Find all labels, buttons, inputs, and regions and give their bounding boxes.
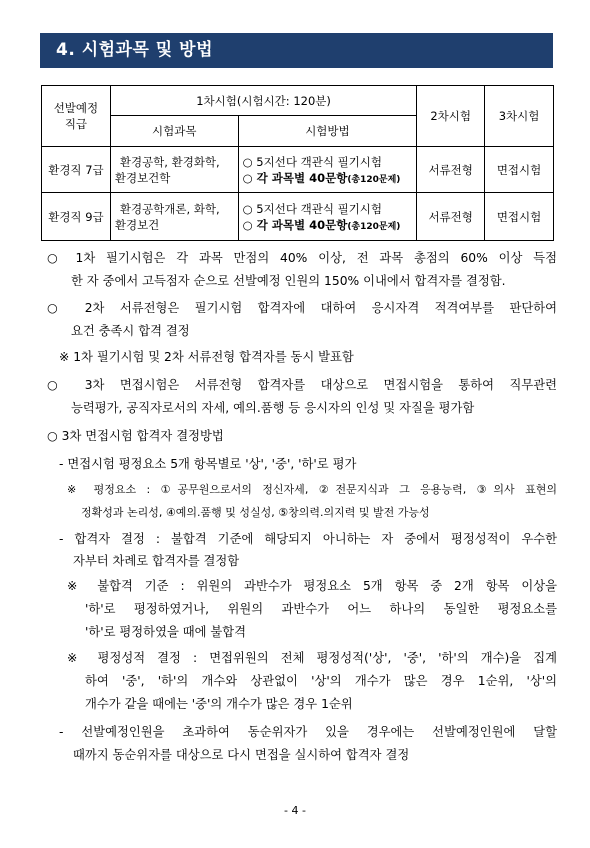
grade-cell: 환경직 9급	[42, 193, 111, 241]
table-row	[42, 193, 554, 241]
dash-line: 자부터 차례로 합격자를 결정함	[73, 554, 240, 568]
table-row	[42, 147, 554, 193]
table-header-row	[42, 86, 554, 116]
subjects-line: 환경보건학	[114, 170, 171, 185]
paragraph-line: ○ 2차 서류전형은 필기시험 합격자에 대하여 응시자격 적격여부를 판단하여	[47, 301, 557, 315]
dash-line: - 선발예정인원을 초과하여 동순위자가 있을 경우에는 선발예정인원에 달할	[59, 725, 557, 739]
paragraph-line: ○ 1차 필기시험은 각 과목 만점의 40% 이상, 전 과목 총점의 60% 이상 득점	[47, 251, 557, 265]
page-number: - 4 -	[284, 804, 306, 817]
header-first-exam: 1차시험(시험시간: 120분)	[110, 86, 416, 116]
method-cell	[238, 193, 417, 241]
header-second-exam: 2차시험	[417, 86, 485, 147]
subjects-line: 환경보건	[114, 217, 160, 232]
section-header	[40, 33, 553, 68]
paragraph-line: 능력평가, 공직자로서의 자세, 예의.품행 등 응시자의 인성 및 자질을 평가함	[71, 401, 475, 415]
dash-line: 때까지 동순위자를 대상으로 다시 면접을 실시하여 합격자 결정	[73, 748, 410, 762]
note-line: ※ 평정성적 결정 : 면접위원의 전체 평정성적('상', '중', '하'의 개수)을 집계	[67, 651, 557, 665]
third-exam-cell: 면접시험	[485, 193, 554, 241]
subjects-line: 환경공학개론, 화학,	[119, 201, 220, 216]
paragraph-line: 요건 충족시 합격 결정	[71, 324, 190, 338]
method-line: ○ 5지선다 객관식 필기시험	[242, 201, 383, 216]
dash-line: - 면접시험 평정요소 5개 항목별로 '상', '중', '하'로 평가	[59, 457, 357, 471]
note-line: ※ 1차 필기시험 및 2차 서류전형 합격자를 동시 발표함	[59, 350, 354, 364]
note-line: 정확성과 논리성, ④예의.품행 및 성실성, ⑤창의력.의지력 및 발전 가능성	[81, 506, 430, 519]
subjects-line: 환경공학, 환경화학,	[119, 154, 220, 169]
dash-line: - 합격자 결정 : 불합격 기준에 해당되지 아니하는 자 중에서 평정성적이 우수한	[59, 532, 557, 546]
exam-table	[41, 85, 554, 241]
header-grade: 선발예정 직급	[42, 86, 111, 147]
second-exam-cell: 서류전형	[417, 193, 485, 241]
note-line: 개수가 같을 때에는 '중'의 개수가 많은 경우 1순위	[85, 697, 353, 711]
note-line: ※ 불합격 기준 : 위원의 과반수가 평정요소 5개 항목 중 2개 항목 이상을	[67, 579, 557, 593]
subjects-cell	[110, 193, 238, 241]
method-cell	[238, 147, 417, 193]
grade-cell: 환경직 7급	[42, 147, 111, 193]
note-line: '하'로 평정하였을 때에 불합격	[85, 625, 247, 639]
third-exam-cell: 면접시험	[485, 147, 554, 193]
subjects-cell	[110, 147, 238, 193]
method-line: ○ 5지선다 객관식 필기시험	[242, 154, 383, 169]
section-title: 4. 시험과목 및 방법	[56, 40, 213, 60]
header-method: 시험방법	[238, 116, 417, 147]
method-count: (총120문제)	[347, 174, 401, 185]
paragraph-line: ○ 3차 면접시험은 서류전형 합격자를 대상으로 면접시험을 통하여 직무관련	[47, 378, 557, 392]
header-subjects: 시험과목	[110, 116, 238, 147]
method-line: ○ 각 과목별 40문항	[242, 217, 348, 232]
note-line: ※ 평정요소 : ①공무원으로서의 정신자세, ②전문지식과 그 응용능력, ③의사 표현의	[67, 483, 557, 496]
method-count: (총120문제)	[347, 221, 401, 232]
header-third-exam: 3차시험	[485, 86, 554, 147]
second-exam-cell: 서류전형	[417, 147, 485, 193]
method-line: ○ 각 과목별 40문항	[242, 170, 348, 185]
paragraph-line: 한 자 중에서 고득점자 순으로 선발예정 인원의 150% 이내에서 합격자를 결정함.	[71, 274, 506, 288]
note-line: 하여 '중', '하'의 개수와 상관없이 '상'의 개수가 많은 경우 1순위, '상'의	[85, 674, 557, 688]
paragraph-line: ○ 3차 면접시험 합격자 결정방법	[47, 429, 224, 443]
note-line: '하'로 평정하였거나, 위원의 과반수가 어느 하나의 동일한 평정요소를	[85, 602, 557, 616]
